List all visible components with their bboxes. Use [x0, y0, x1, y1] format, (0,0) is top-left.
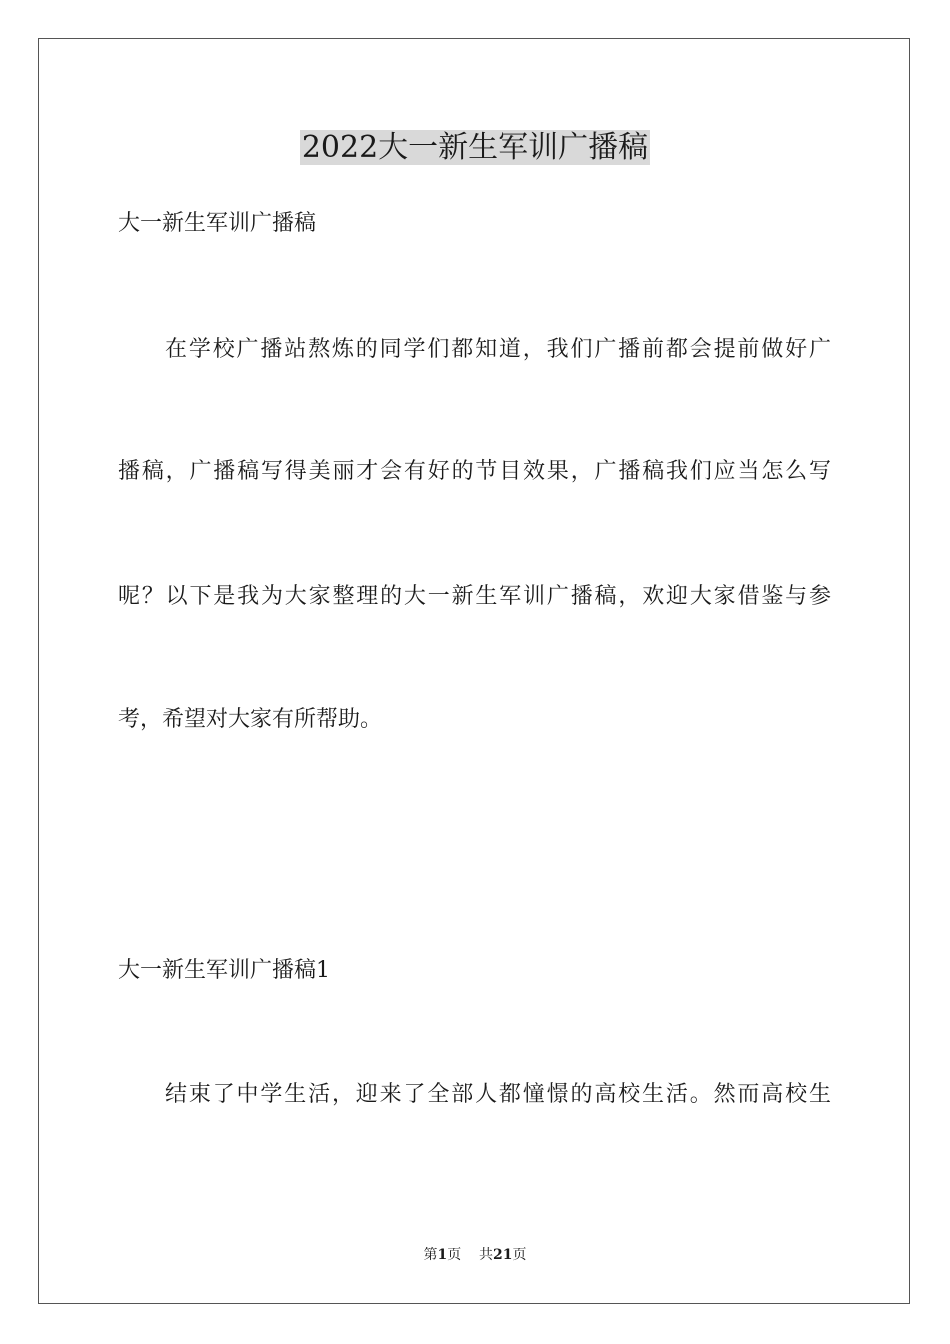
section-heading: 大一新生军训广播稿1	[118, 958, 330, 983]
paragraph-line: 呢？以下是我为大家整理的大一新生军训广播稿，欢迎大家借鉴与参	[118, 584, 831, 609]
document-subtitle: 大一新生军训广播稿	[118, 211, 317, 236]
document-title	[0, 128, 950, 168]
footer-page-suffix: 页	[447, 1247, 462, 1263]
footer-page-number: 1	[437, 1247, 448, 1263]
page-footer	[0, 1245, 950, 1265]
footer-page-prefix: 第	[423, 1247, 438, 1263]
document-title-text: 2022大一新生军训广播稿	[301, 130, 649, 165]
footer-total-prefix: 共	[479, 1247, 494, 1263]
paragraph-line: 结束了中学生活，迎来了全部人都憧憬的高校生活。然而高校生	[165, 1082, 831, 1107]
paragraph-line: 在学校广播站熬炼的同学们都知道，我们广播前都会提前做好广	[165, 337, 831, 362]
footer-total-suffix: 页	[512, 1247, 527, 1263]
paragraph-line: 播稿，广播稿写得美丽才会有好的节目效果，广播稿我们应当怎么写	[118, 459, 831, 484]
paragraph-line: 考，希望对大家有所帮助。	[118, 707, 383, 732]
footer-total-pages: 21	[493, 1247, 513, 1263]
